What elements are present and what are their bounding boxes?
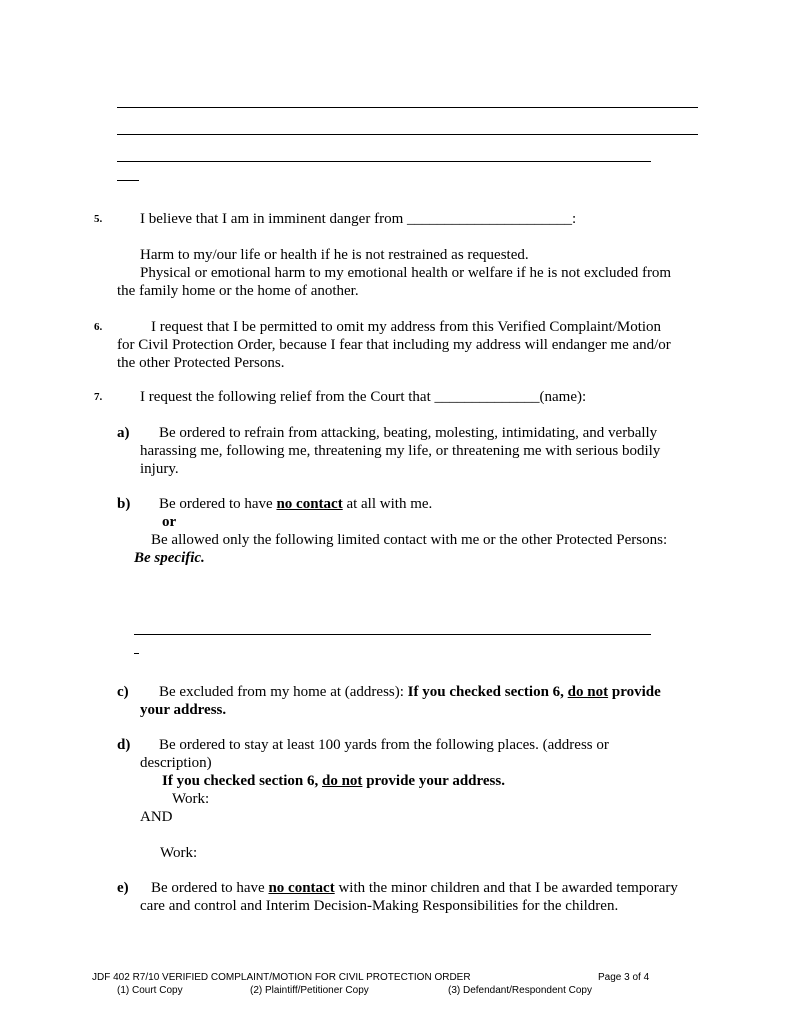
item-6-line-3: the other Protected Persons. <box>117 355 285 371</box>
item-c-line-2: your address. <box>140 702 227 718</box>
blank-line-3 <box>117 161 651 162</box>
item-b-be-specific: Be specific. <box>134 550 205 566</box>
item-b-blank-line <box>134 634 651 635</box>
item-c-pre: Be excluded from my home at (address): <box>159 684 408 700</box>
footer-page-number: Page 3 of 4 <box>598 972 650 983</box>
item-c-line-1 <box>159 683 661 701</box>
item-c-bold-1: If you checked section 6, <box>407 684 568 700</box>
item-d-do-not: do not <box>322 773 363 789</box>
item-d-letter: d) <box>117 737 131 753</box>
item-b-limited: Be allowed only the following limited contact with me or the other Protected Persons: <box>151 532 668 548</box>
item-d-work-1: Work: <box>172 791 210 807</box>
blank-line-1 <box>117 107 698 108</box>
item-b-or: or <box>162 514 177 530</box>
blank-line-4 <box>117 180 139 181</box>
item-6-line-2: for Civil Protection Order, because I fear that including my address will endanger me and/or <box>117 337 671 353</box>
item-e-pre: Be ordered to have <box>151 880 269 896</box>
item-d-line-1: Be ordered to stay at least 100 yards from the following places. (address or <box>159 737 609 753</box>
item-b-emphasis: no contact <box>276 496 343 512</box>
item-c-bold-2: provide <box>608 684 661 700</box>
item-e-post: with the minor children and that I be awarded temporary <box>334 880 678 896</box>
item-a-line-2: harassing me, following me, threatening my life, or threatening me with serious bodily <box>140 443 661 459</box>
item-d-note <box>162 772 505 790</box>
item-5-option-2-line-2: the family home or the home of another. <box>117 283 359 299</box>
blank-line-2 <box>117 134 698 135</box>
item-5-text: I believe that I am in imminent danger from ______________________: <box>140 211 577 227</box>
item-7-text: I request the following relief from the Court that ______________(name): <box>140 389 587 405</box>
item-5-number: 5. <box>94 213 103 225</box>
item-c-letter: c) <box>117 684 129 700</box>
item-5-option-1: Harm to my/our life or health if he is not restrained as requested. <box>140 247 529 263</box>
footer-defendant-copy: (3) Defendant/Respondent Copy <box>448 985 592 996</box>
footer-court-copy: (1) Court Copy <box>117 985 183 996</box>
item-b-text <box>159 495 432 513</box>
item-b-blank-dash <box>134 653 139 654</box>
item-b-pre: Be ordered to have <box>159 496 277 512</box>
item-e-line-1 <box>151 879 678 897</box>
item-d-work-2: Work: <box>160 845 198 861</box>
item-5-option-2-line-1: Physical or emotional harm to my emotional health or welfare if he is not excluded from <box>140 265 672 281</box>
item-7-number: 7. <box>94 391 103 403</box>
item-6-line-1: I request that I be permitted to omit my address from this Verified Complaint/Motion <box>151 319 662 335</box>
footer-form-id: JDF 402 R7/10 VERIFIED COMPLAINT/MOTION FOR CIVIL PROTECTION ORDER <box>92 972 471 983</box>
item-b-post: at all with me. <box>342 496 433 512</box>
item-d-note-post: provide your address. <box>362 773 505 789</box>
item-d-line-2: description) <box>140 755 212 771</box>
item-a-letter: a) <box>117 425 130 441</box>
item-d-and: AND <box>140 809 173 825</box>
item-6-number: 6. <box>94 321 103 333</box>
item-a-line-1: Be ordered to refrain from attacking, beating, molesting, intimidating, and verbally <box>159 425 658 441</box>
item-a-line-3: injury. <box>140 461 179 477</box>
item-e-letter: e) <box>117 880 129 896</box>
item-d-note-pre: If you checked section 6, <box>162 773 322 789</box>
item-e-line-2: care and control and Interim Decision-Making Responsibilities for the children. <box>140 898 619 914</box>
item-b-letter: b) <box>117 496 131 512</box>
footer-plaintiff-copy: (2) Plaintiff/Petitioner Copy <box>250 985 369 996</box>
item-c-do-not: do not <box>567 684 609 700</box>
item-e-emphasis: no contact <box>268 880 335 896</box>
